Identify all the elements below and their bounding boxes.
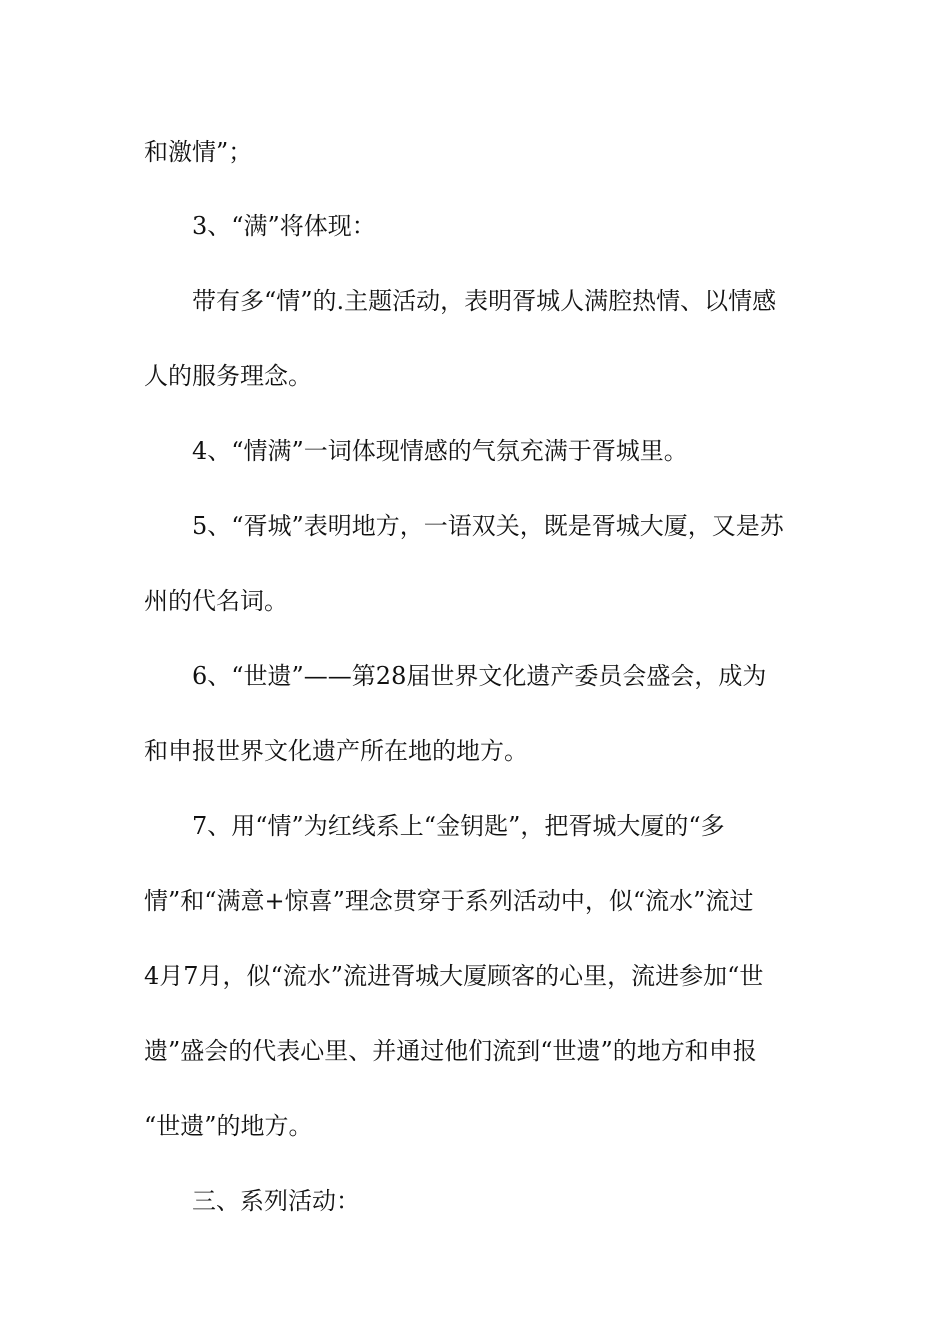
text-line: 带有多“情”的.主题活动，表明胥城人满腔热情、以情感	[192, 287, 777, 315]
text-line: 和申报世界文化遗产所在地的地方。	[144, 737, 528, 765]
text-line: 4月7月，似“流水”流进胥城大厦顾客的心里，流进参加“世	[144, 962, 764, 990]
text-line: 人的服务理念。	[144, 362, 312, 390]
text-line: 遗”盛会的代表心里、并通过他们流到“世遗”的地方和申报	[144, 1037, 757, 1065]
text-line: 情”和“满意+惊喜”理念贯穿于系列活动中，似“流水”流过	[144, 887, 754, 915]
text-line: “世遗”的地方。	[144, 1112, 313, 1140]
section-heading: 三、系列活动：	[192, 1187, 360, 1215]
text-line: 6、“世遗”——第28届世界文化遗产委员会盛会，成为	[192, 662, 767, 690]
text-line: 5、“胥城”表明地方，一语双关，既是胥城大厦，又是苏	[192, 512, 784, 540]
text-line: 和激情”；	[144, 138, 253, 166]
text-line: 4、“情满”一词体现情感的气氛充满于胥城里。	[192, 437, 688, 465]
text-line: 7、用“情”为红线系上“金钥匙”，把胥城大厦的“多	[192, 812, 725, 840]
text-line: 州的代名词。	[144, 587, 288, 615]
list-item-heading: 3、“满”将体现：	[192, 212, 376, 240]
